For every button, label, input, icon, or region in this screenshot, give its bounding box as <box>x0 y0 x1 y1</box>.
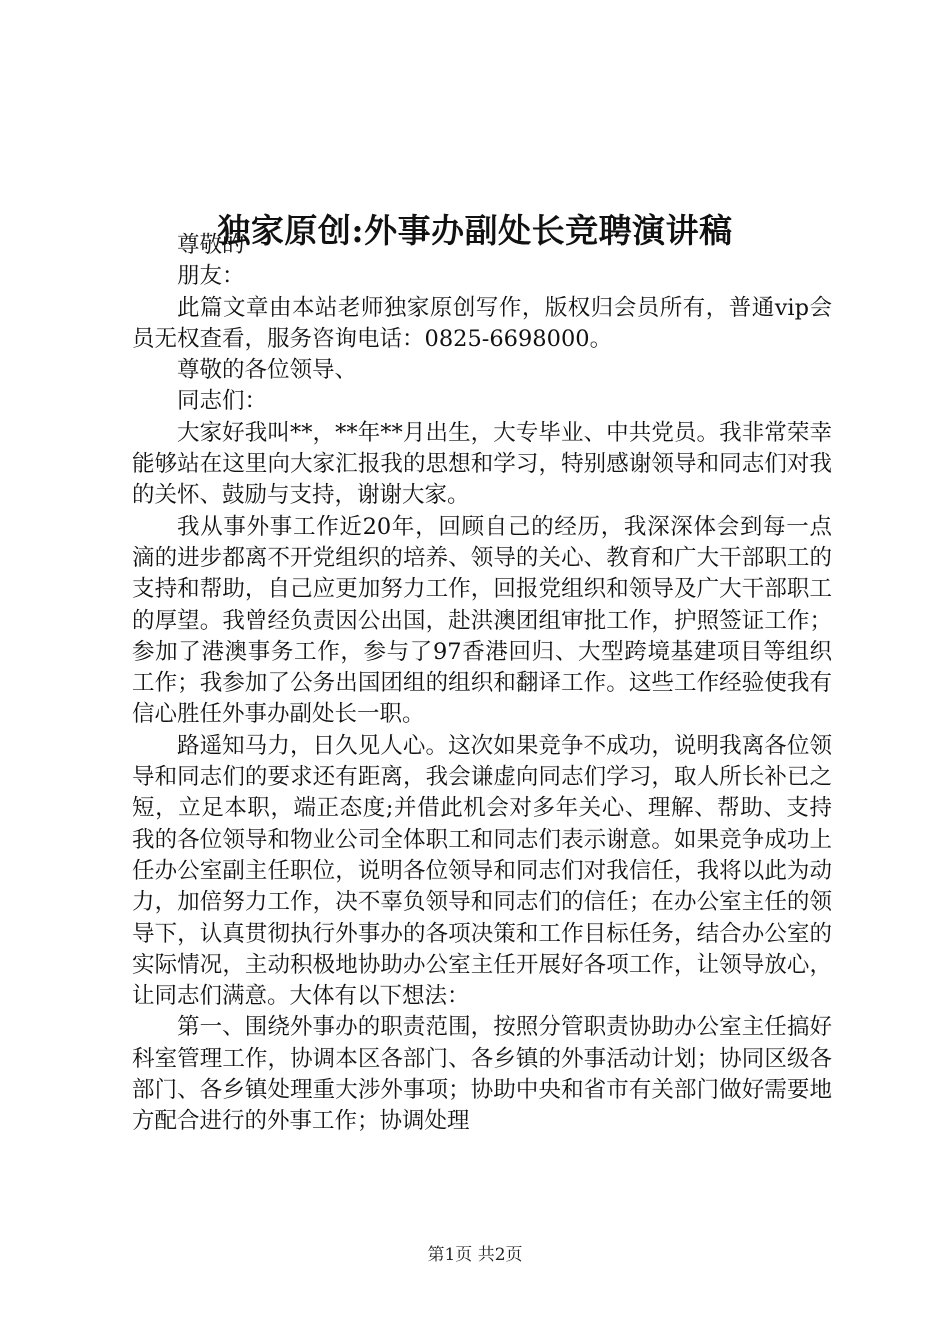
copyright-notice: 此篇文章由本站老师独家原创写作，版权归会员所有，普通vip会员无权查看，服务咨询电话：0825-6698000。 <box>132 294 832 352</box>
salutation-line-2: 朋友： <box>177 263 245 290</box>
document-title: 独家原创:外事办副处长竞聘演讲稿 <box>217 211 733 251</box>
paragraph-introduction: 大家好我叫**，**年**月出生，大专毕业、中共党员。我非常荣幸能够站在这里向大家汇报我的思想和学习，特别感谢领导和同志们对我的关怀、鼓励与支持，谢谢大家。 <box>132 419 832 509</box>
greeting-line-2: 同志们： <box>177 388 268 415</box>
document-body <box>132 230 832 1138</box>
paragraph-commitment: 路遥知马力，日久见人心。这次如果竞争不成功，说明我离各位领导和同志们的要求还有距离，我会谦虚向同志们学习，取人所长补已之短，立足本职，端正态度;并借此机会对多年关心、理解、帮助、支持我的各位领导和物业公司全体职工和同志们表示谢意。如果竞争成功上任办公室副主任职位，说明各位领导和同志们对我信任，我将以此为动力，加倍努力工作，决不辜负领导和同志们的信任；在办公室主任的领导下，认真贯彻执行外事办的各项决策和工作目标任务，结合办公室的实际情况，主动积极地协助办公室主任开展好各项工作，让领导放心，让同志们满意。大体有以下想法： <box>132 732 832 1010</box>
salutation-line-1: 尊敬的 <box>177 232 245 258</box>
page-number: 第1页 共2页 <box>427 1245 523 1265</box>
greeting-line-1: 尊敬的各位领导、 <box>177 357 358 384</box>
paragraph-experience: 我从事外事工作近20年，回顾自己的经历，我深深体会到每一点滴的进步都离不开党组织的培养、领导的关心、教育和广大干部职工的支持和帮助，自己应更加努力工作，回报党组织和领导及广大干部职工的厚望。我曾经负责因公出国，赴洪澳团组审批工作，护照签证工作；参加了港澳事务工作，参与了97香港回归、大型跨境基建项目等组织工作；我参加了公务出国团组的组织和翻译工作。这些工作经验使我有信心胜任外事办副处长一职。 <box>132 513 832 728</box>
paragraph-first-point: 第一、围绕外事办的职责范围，按照分管职责协助办公室主任搞好科室管理工作，协调本区各部门、各乡镇的外事活动计划；协同区级各部门、各乡镇处理重大涉外事项；协助中央和省市有关部门做好需要地方配合进行的外事工作；协调处理 <box>132 1014 832 1135</box>
